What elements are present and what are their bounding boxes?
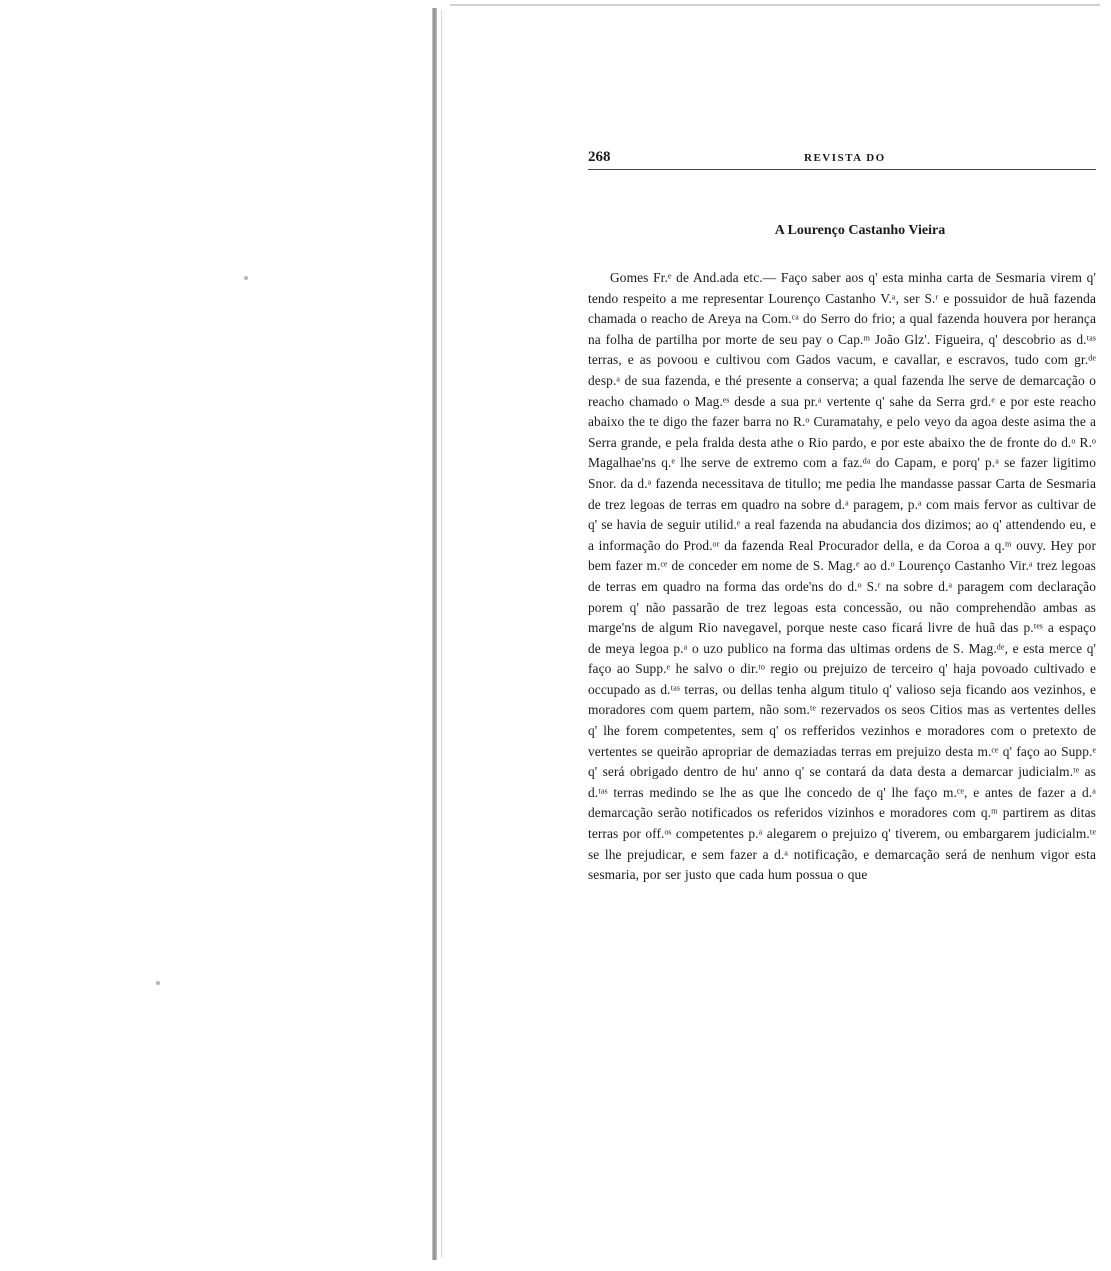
facing-page-margin [0,0,438,1271]
page-number: 268 [588,149,611,165]
document-page [588,145,1096,1255]
binding-gutter [432,8,437,1260]
running-header [588,145,1096,170]
page-top-edge [450,4,1100,6]
body-paragraph: Gomes Fr.ᵉ de And.ada etc.— Faço saber aos q' esta minha carta de Sesmaria virem q' tendo respeito a me representar Lourenço Castanho V.ᵃ, ser S.ʳ e possuidor de huã fazenda chamada o reacho de Areya na Com.ᶜᵃ do Serro do frio; a qual fazenda houvera por herança na folha de partilha por morte de seu pay o Cap.ᵐ João Glz'. Figueira, q' descobrio as d.ᵗᵃˢ terras, e as povoou e cultivou com Gados vacum, e cavallar, e escravos, tudo com gr.ᵈᵉ desp.ᵃ de sua fazenda, e thé presente a conserva; a qual fazenda lhe serve de demarcação o reacho chamado o Mag.ᵉˢ desde a sua pr.ᵃ vertente q' sahe da Serra grd.ᵉ e por este reacho abaixo the te digo the fazer barra no R.ᵒ Curamatahy, e pelo veyo da agoa deste asima the a Serra grande, e pela fralda desta athe o Rio pardo, e por este abaixo the de fronte do d.ᵒ R.ᵒ Magalhae'ns q.ᵉ lhe serve de extremo com a faz.ᵈᵃ do Capam, e porq' p.ᵃ se fazer ligitimo Snor. da d.ᵃ fazenda necessitava de titullo; me pedia lhe mandasse passar Carta de Sesmaria de trez legoas de terras em quadro na sobre d.ᵃ paragem, p.ᵃ com mais fervor as cultivar de q' se havia de seguir utilid.ᵉ a real fazenda na abudancia dos dizimos; ao q' attendendo eu, e a informação do Prod.ᵒʳ da fazenda Real Procurador della, e da Coroa a q.ᵐ ouvy. Hey por bem fazer m.ᶜᵉ de conceder em nome de S. Mag.ᵉ ao d.ᵒ Lourenço Castanho Vir.ᵃ trez legoas de terras em quadro na forma das orde'ns do d.ᵒ S.ʳ na sobre d.ᵃ paragem com declaração porem q' não passarão de trez legoas esta concessão, ou não comprehendão ambas as marge'ns de algum Rio navegavel, porque neste caso ficará livre de huã das p.ᵗᵉˢ a espaço de meya legoa p.ᵃ o uzo publico na forma das ultimas ordens de S. Mag.ᵈᵉ, e esta merce q' faço ao Supp.ᵉ he salvo o dir.ᵗᵒ regio ou prejuizo de terceiro q' haja povoado cultivado e occupado as d.ᵗᵃˢ terras, ou dellas tenha algum titulo q' valioso seja ficando aos vezinhos, e moradores com quem partem, não som.ᵗᵉ rezervados os seos Citios mas as vertentes delles q' lhe forem competentes, sem q' os refferidos vezinhos e moradores com o pretexto de vertentes se queirão apropriar de demaziadas terras em prejuizo desta m.ᶜᵉ q' faço ao Supp.ᵉ q' será obrigado dentro de hu' anno q' se contará da data desta a demarcar judicialm.ᵗᵉ as d.ᵗᵃˢ terras medindo se lhe as que lhe concedo de q' lhe faço m.ᶜᵉ, e antes de fazer a d.ᵃ demarcação serão notificados os referidos vizinhos e moradores com q.ᵐ partirem as ditas terras por off.ᵒˢ competentes p.ᵃ alegarem o prejuizo q' tiverem, ou embargarem judicialm.ᵗᵉ se lhe prejudicar, e sem fazer a d.ᵃ notificação, e demarcação será de nenhum vigor esta sesmaria, por ser justo que cada hum possua o que [588,270,1096,883]
binding-edge-line [441,10,442,1258]
running-title: REVISTA DO [804,152,886,164]
section-title: A Lourenço Castanho Vieira [774,223,946,238]
scan-speck [244,276,248,280]
scan-speck [156,981,160,985]
